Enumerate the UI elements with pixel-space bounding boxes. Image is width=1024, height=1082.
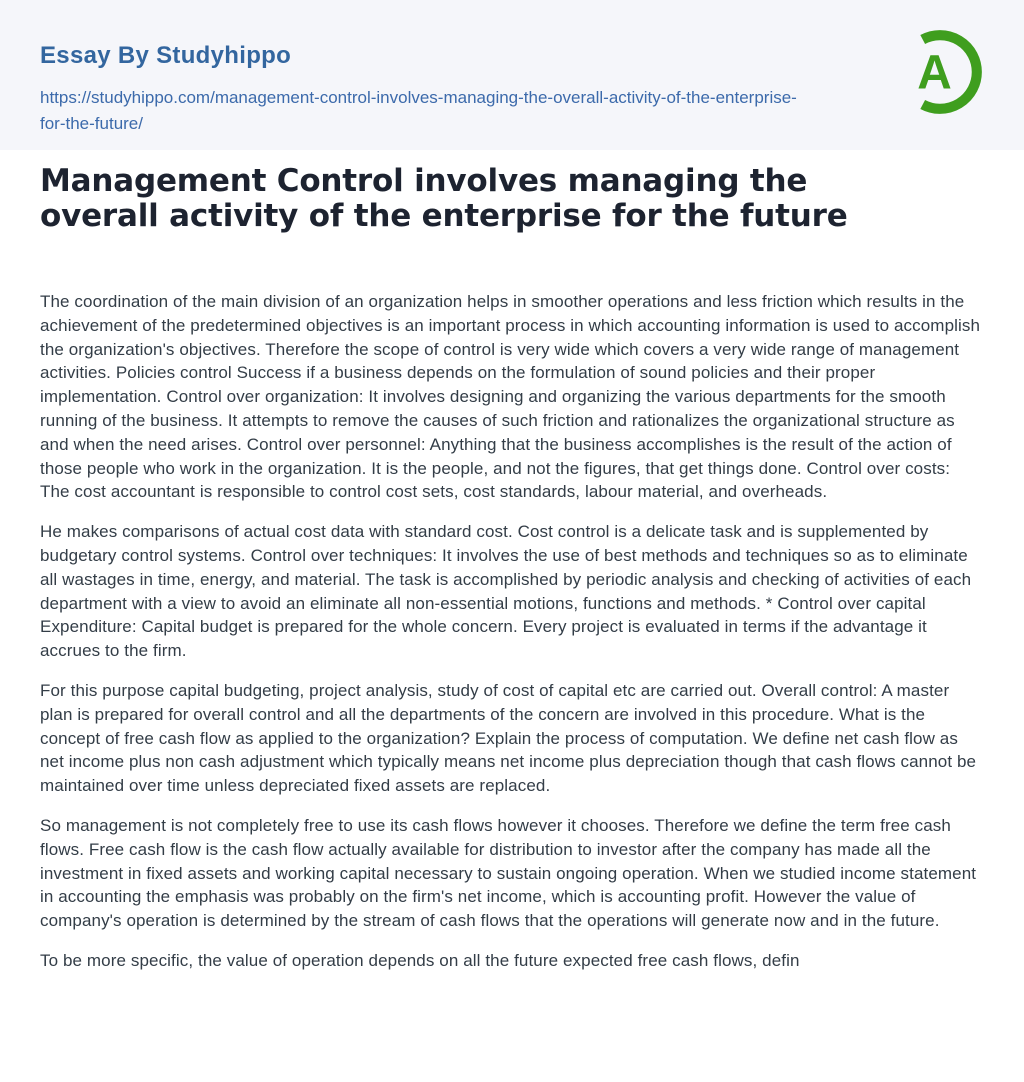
essay-body — [40, 290, 984, 973]
essay-title-line-2: overall activity of the enterprise for the future — [40, 198, 848, 234]
essay-title-line-1: Management Control involves managing the — [40, 163, 808, 199]
essay-paragraph: To be more specific, the value of operation depends on all the future expected free cash flows, defin — [40, 950, 800, 970]
logo-letter: A — [917, 46, 952, 100]
essay-title — [40, 164, 984, 234]
essay-paragraph: The coordination of the main division of an organization helps in smoother operations and less friction which results in the achievement of the predetermined objectives is an important process in which accounting information is used to accomplish the organization's objectives. Therefore the scope of control is very wide which covers a very wide range of management activities. Policies control Success if a business depends on the formulation of sound policies and their proper implementation. Control over organization: It involves designing and organizing the various departments for the smooth running of the business. It attempts to remove the causes of such friction and rationalizes the organizational structure as and when the need arises. Control over personnel: Anything that the business accomplishes is the result of the action of those people who work in the organization. It is the people, and not the figures, that get things done. Control over costs: The cost accountant is responsible to control cost sets, cost standards, labour material, and overheads. — [40, 292, 981, 502]
site-title: Essay By Studyhippo — [40, 42, 292, 69]
essay-paragraph: He makes comparisons of actual cost data with standard cost. Cost control is a delicate task and is supplemented by budgetary control systems. Control over techniques: It involves the use of best methods and techniques so as to eliminate all wastages in time, energy, and material. The task is accomplished by periodic analysis and checking of activities of each department with a view to avoid an eliminate all non-essential motions, functions and methods. * Control over capital Expenditure: Capital budget is prepared for the whole concern. Every project is evaluated in terms if the advantage it accrues to the firm. — [40, 522, 972, 661]
logo-svg — [894, 26, 986, 118]
site-header — [0, 0, 1024, 150]
essay-paragraph: So management is not completely free to use its cash flows however it chooses. Therefore we define the term free cash flows. Free cash flow is the cash flow actually available for distribution to investor after the company has made all the investment in fixed assets and working capital necessary to sustain ongoing operation. When we studied income statement in accounting the emphasis was probably on the firm's net income, which is accounting profit. However the value of company's operation is determined by the stream of cash flows that the operations will generate now and in the future. — [40, 815, 977, 931]
essay-content — [0, 150, 1024, 973]
essay-url-link[interactable]: https://studyhippo.com/management-control-involves-managing-the-overall-activity-of-the-enterprise-for-the-future/ — [40, 88, 797, 133]
essay-paragraph: For this purpose capital budgeting, project analysis, study of cost of capital etc are carried out. Overall control: A master plan is prepared for overall control and all the departments of the concern are involved in this procedure. What is the concept of free cash flow as applied to the organization? Explain the process of computation. We define net cash flow as net income plus non cash adjustment which typically means net income plus depreciation though that cash flows cannot be maintained over time unless depreciated fixed assets are replaced. — [40, 680, 977, 796]
studyhippo-logo — [894, 26, 986, 118]
header-text-block — [40, 42, 984, 137]
